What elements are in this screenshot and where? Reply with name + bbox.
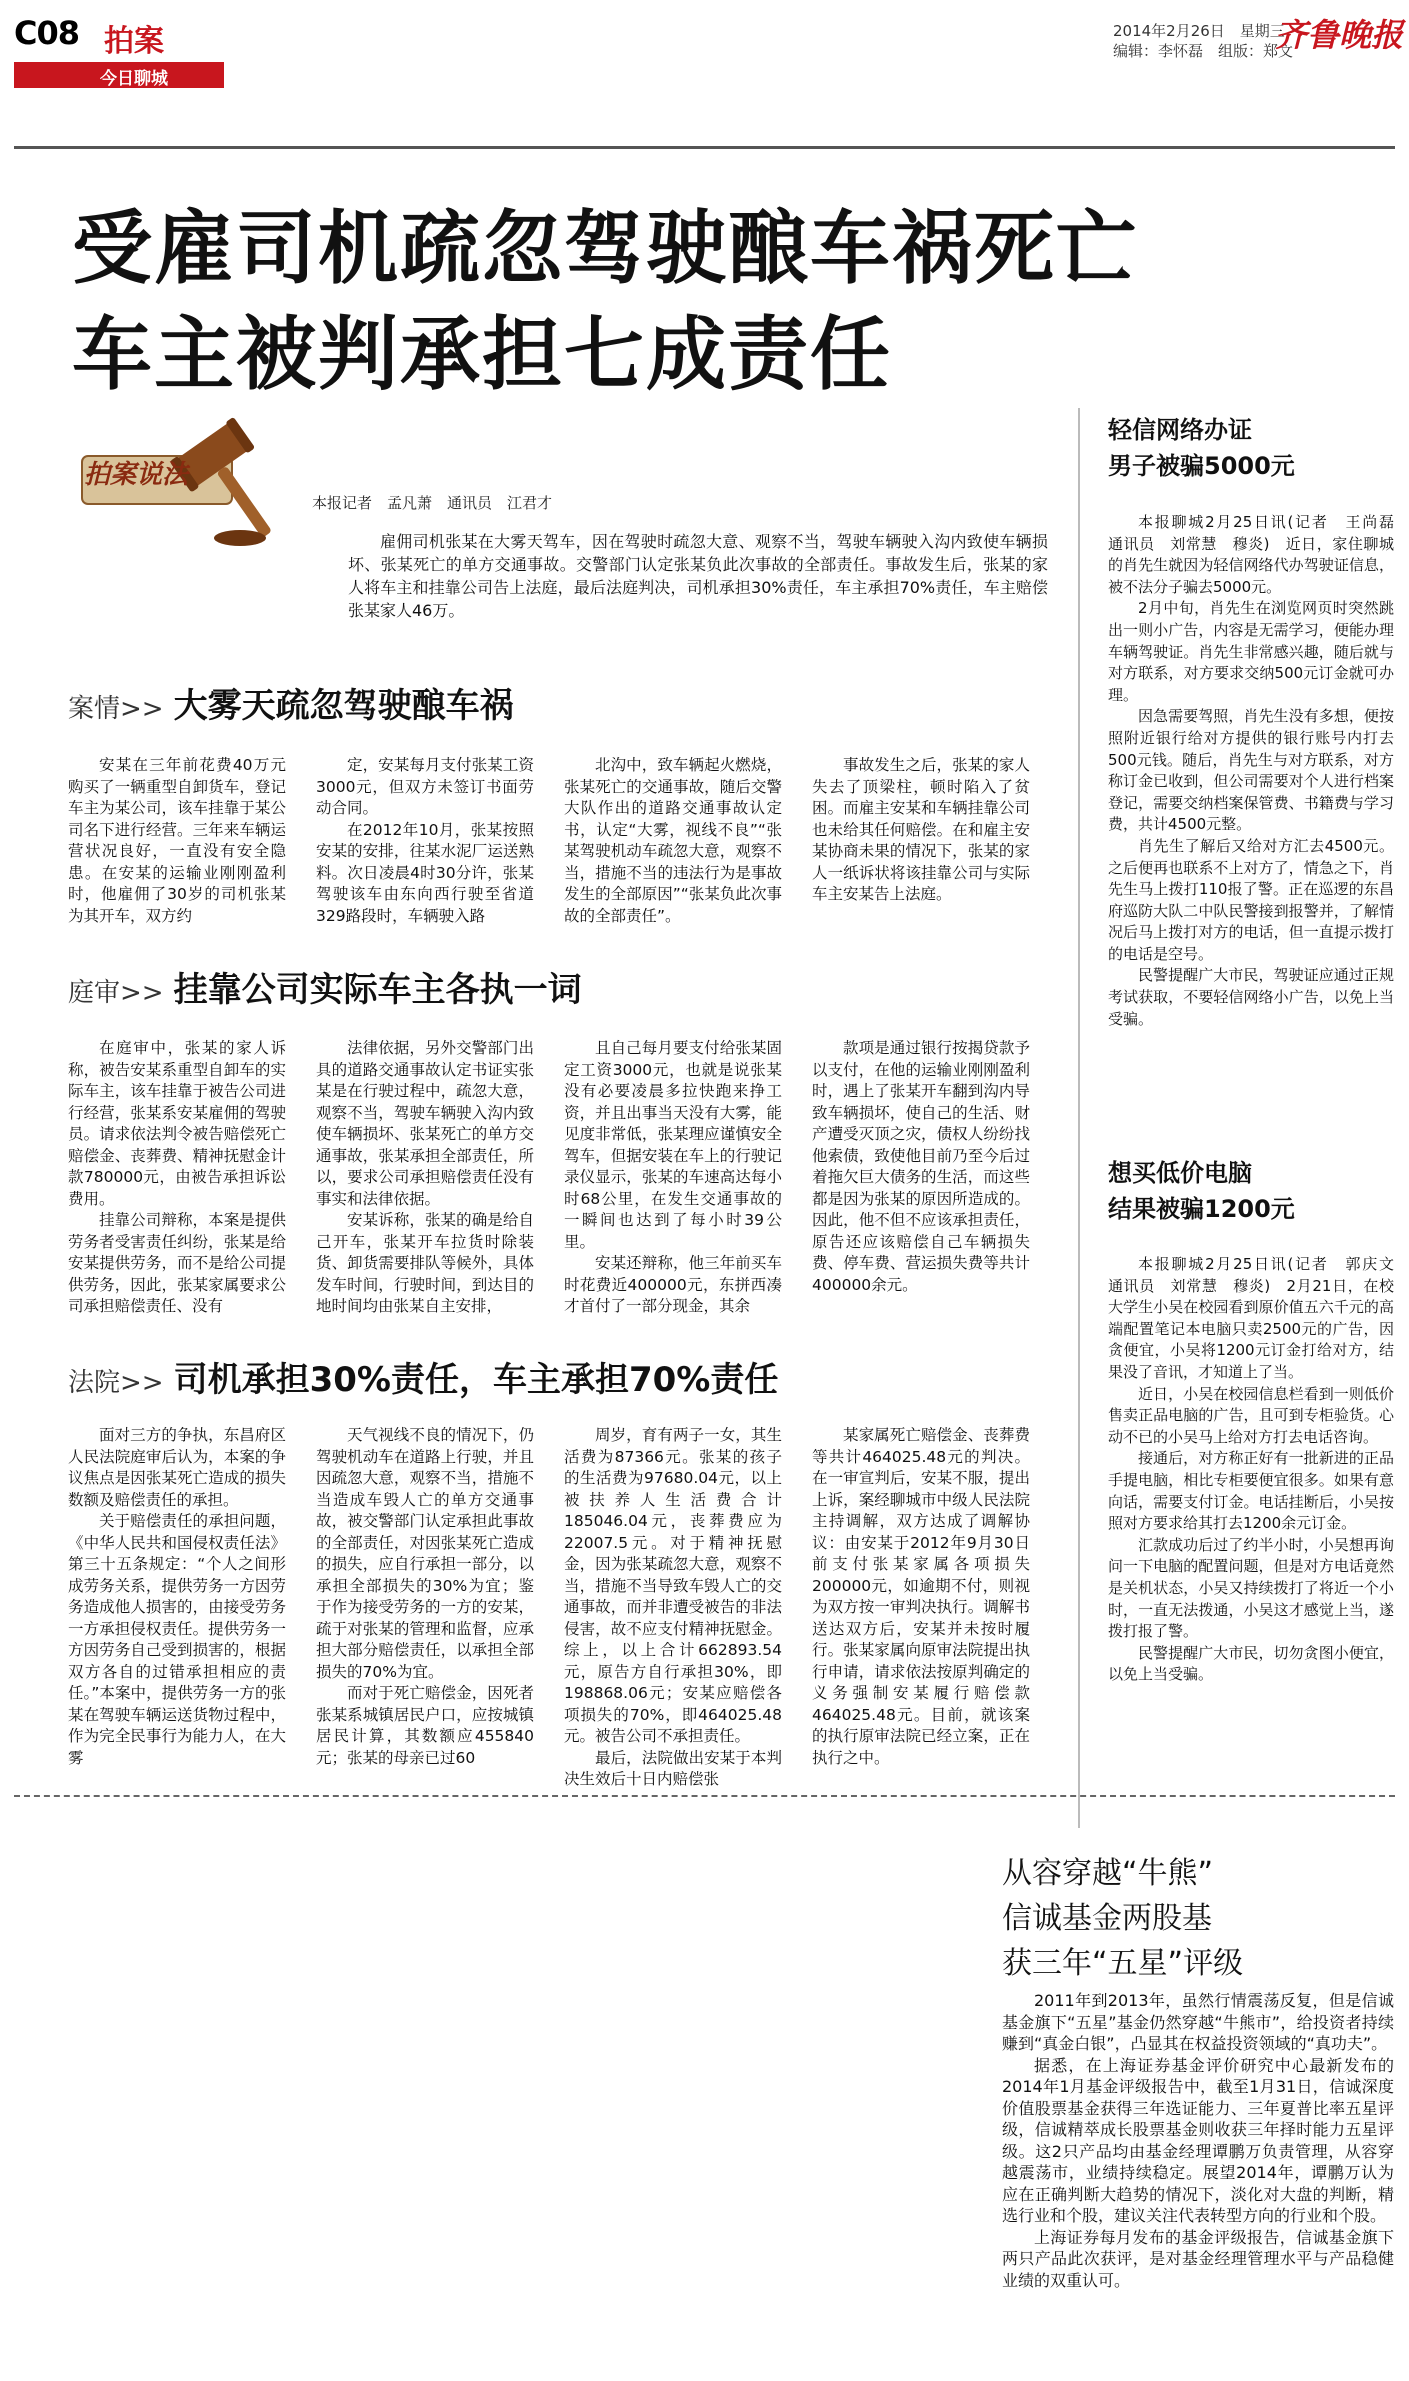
sidebar-story-body [1108, 1254, 1409, 1784]
headline-line-2: 车主被判承担七成责任 [72, 308, 892, 401]
paragraph: 在庭审中，张某的家人诉称，被告安某系重型自卸车的实际车主，该车挂靠于被告公司进行经营，张某系安某雇佣的驾驶员。请求依法判令被告赔偿死亡赔偿金、丧葬费、精神抚慰金计款780000元，由被告承担诉讼费用。 [68, 1039, 286, 1208]
section-title: 挂靠公司实际车主各执一词 [173, 970, 582, 1010]
fund-title-line: 获三年“五星”评级 [1002, 1946, 1244, 1981]
paragraph: 事故发生之后，张某的家人失去了顶梁柱，顿时陷入了贫困。而雇主安某和车辆挂靠公司也未给其任何赔偿。在和雇主安某协商未果的情况下，张某的家人一纸诉状将该挂靠公司与实际车主安某告上法庭。 [812, 756, 1030, 903]
section-heading [68, 678, 514, 727]
header-rule [14, 146, 1395, 149]
paragraph: 民警提醒广大市民，驾驶证应通过正规考试获取，不要轻信网络小广告，以免上当受骗。 [1108, 966, 1394, 1028]
paragraph: 安某诉称，张某的确是给自己开车，张某开车拉货时除装货、卸货需要排队等候外，具体发车时间，行驶时间，到达目的地时间均由张某自主安排， [316, 1211, 534, 1315]
paragraph: 肖先生了解后又给对方汇去4500元。之后便再也联系不上对方了，情急之下，肖先生马上拨打110报了警。正在巡逻的东昌府巡防大队二中队民警接到报警并，了解情况后马上拨打对方的电话，但一直提示拨打的电话是空号。 [1108, 836, 1394, 963]
article-column [68, 1038, 286, 1315]
article-column [316, 1038, 534, 1315]
fund-story-body [1002, 1990, 1394, 2375]
page-number: C08 [14, 14, 80, 52]
sidebar-title-line: 想买低价电脑 [1108, 1159, 1252, 1187]
article-column [812, 1425, 1030, 1783]
article-column [812, 755, 1030, 935]
dashed-divider [14, 1795, 1395, 1797]
fund-title-line: 信诚基金两股基 [1002, 1901, 1212, 1936]
section-title: 司机承担30%责任，车主承担70%责任 [173, 1360, 779, 1400]
paragraph: 天气视线不良的情况下，仍驾驶机动车在道路上行驶，并且因疏忽大意，观察不当，措施不当造成车毁人亡的单方交通事故，被交警部门认定承担此事故的全部责任，对因张某死亡造成的损失，应自行承担一部分，以承担全部损失的30%为宜；鉴于作为接受劳务的一方的安某，疏于对张某的管理和监督，应承担大部分赔偿责任，以承担全部损失的70%为宜。 [316, 1426, 534, 1681]
sidebar-story-title [1108, 412, 1295, 484]
paragraph: 汇款成功后过了约半小时，小吴想再询问一下电脑的配置问题，但是对方电话竟然是关机状态，小吴又持续拨打了将近一个小时，一直无法拨通，小吴这才感觉上当，遂拨打报了警。 [1108, 1535, 1394, 1641]
article-column [68, 1425, 286, 1783]
editor-credits: 编辑：李怀磊 组版：郑文 [1113, 42, 1294, 60]
lead-paragraph: 雇佣司机张某在大雾天驾车，因在驾驶时疏忽大意、观察不当，驾驶车辆驶入沟内致使车辆损坏、张某死亡的单方交通事故。交警部门认定张某负此次事故的全部责任。事故发生后，张某的家人将车主和挂靠公司告上法庭，最后法庭判决，司机承担30%责任，车主承担70%责任，车主赔偿张某家人46万。 [348, 532, 1048, 620]
sidebar-divider [1078, 408, 1080, 1828]
article-column [564, 755, 782, 935]
sidebar-title-line: 男子被骗5000元 [1108, 452, 1295, 480]
section-title: 大雾天疏忽驾驶酿车祸 [173, 686, 514, 726]
paragraph: 周岁，育有两子一女，其生活费为87366元。张某的孩子的生活费为97680.04元，以上被扶养人生活费合计185046.04元，丧葬费应为22007.5元。对于精神抚慰金，因为张某疏忽大意，观察不当，措施不当导致车毁人亡的交通事故，而并非遭受被告的非法侵害，故不应支付精神抚慰金。综上，以上合计662893.54元，原告方自行承担30%，即198868.06元；安某应赔偿各项损失的70%，即464025.48元。被告公司不承担责任。 [564, 1426, 782, 1745]
paragraph: 上海证券每月发布的基金评级报告，信诚基金旗下两只产品此次获评，是对基金经理管理水平与产品稳健业绩的双重认可。 [1002, 2227, 1394, 2290]
paragraph: 某家属死亡赔偿金、丧葬费等共计464025.48元的判决。在一审宣判后，安某不服，提出上诉，案经聊城市中级人民法院主持调解，双方达成了调解协议：由安某于2012年9月30日前支付张某家属各项损失200000元，如逾期不付，则视为双方按一审判决执行。调解书送达双方后，安某并未按时履行。张某家属向原审法院提出执行申请，请求依法按原判确定的义务强制安某履行赔偿款464025.48元。目前，就该案的执行原审法院已经立案，正在执行之中。 [812, 1426, 1030, 1767]
section-name: 拍案 [104, 24, 164, 59]
paragraph: 而对于死亡赔偿金，因死者张某系城镇居民户口，应按城镇居民计算，其数额应455840元；张某的母亲已过60 [316, 1684, 534, 1767]
paragraph: 法律依据，另外交警部门出具的道路交通事故认定书证实张某是在行驶过程中，疏忽大意，观察不当，驾驶车辆驶入沟内致使车辆损坏、张某死亡的单方交通事故，张某承担全部责任，所以，要求公司承担赔偿责任没有事实和法律依据。 [316, 1039, 534, 1208]
sidebar-story-body [1108, 512, 1409, 1152]
paragraph: 北沟中，致车辆起火燃烧，张某死亡的交通事故，随后交警大队作出的道路交通事故认定书，认定“大雾，视线不良”“张某驾驶机动车疏忽大意，观察不当，措施不当的违法行为是事故发生的全部原因”“张某负此次事故的全部责任”。 [564, 756, 782, 925]
sidebar-story-title [1108, 1155, 1295, 1227]
byline: 本报记者 孟凡萧 通讯员 江君才 [312, 494, 553, 512]
article-column [316, 1425, 534, 1783]
paragraph: 面对三方的争执，东昌府区人民法院庭审后认为，本案的争议焦点是因张某死亡造成的损失数额及赔偿责任的承担。 [68, 1426, 286, 1509]
paragraph: 安某在三年前花费40万元购买了一辆重型自卸货车，登记车主为某公司，该车挂靠于某公司名下进行经营。三年来车辆运营状况良好，一直没有安全隐患。在安某的运输业刚刚盈利时，他雇佣了30岁的司机张某为其开车，双方约 [68, 756, 286, 925]
paragraph: 民警提醒广大市民，切勿贪图小便宜，以免上当受骗。 [1108, 1643, 1394, 1684]
issue-date: 2014年2月26日 星期三 [1113, 22, 1285, 40]
section-tag: 庭审>> [68, 978, 164, 1008]
paragraph: 接通后，对方称正好有一批新进的正品手提电脑，相比专柜要便宜很多。如果有意向话，需要支付订金。电话挂断后，小吴按照对方要求给其打去1200余元订金。 [1108, 1449, 1394, 1533]
section-heading [68, 962, 582, 1011]
paragraph: 安某还辩称，他三年前买车时花费近400000元，东拼西凑才首付了一部分现金，其余 [564, 1254, 782, 1315]
paragraph: 因急需要驾照，肖先生没有多想，便按照附近银行给对方提供的银行账号内打去500元钱。随后，肖先生与对方联系，对方称订金已收到，但公司需要对个人进行档案登记，需要交纳档案保管费、书籍费与学习费，共计4500元整。 [1108, 707, 1394, 834]
sidebar-title-line: 轻信网络办证 [1108, 416, 1252, 444]
paragraph: 2月中旬，肖先生在浏览网页时突然跳出一则小广告，内容是无需学习，便能办理车辆驾驶证。肖先生非常感兴趣，随后就与对方联系，对方要求交纳500元订金就可办理。 [1108, 599, 1394, 704]
fund-title-line: 从容穿越“牛熊” [1002, 1856, 1214, 1891]
paragraph: 在2012年10月，张某按照安某的安排，往某水泥厂运送熟料。次日凌晨4时30分许，张某驾驶该车由东向西行驶至省道329路段时，车辆驶入路 [316, 820, 534, 925]
paragraph: 款项是通过银行按揭贷款予以支付，在他的运输业刚刚盈利时，遇上了张某开车翻到沟内导致车辆损坏，使自己的生活、财产遭受灭顶之灾，债权人纷纷找他索债，致使他目前乃至今后过着拖欠巨大债务的生活，而这些都是因为张某的原因所造成的。因此，他不但不应该承担责任，原告还应该赔偿自己车辆损失费、停车费、营运损失费等共计400000余元。 [812, 1039, 1030, 1294]
article-column [564, 1425, 782, 1788]
newspaper-logo: 齐鲁晚报 [1275, 16, 1404, 54]
section-tag: 法院>> [68, 1368, 164, 1398]
section-heading [68, 1352, 778, 1401]
article-column [812, 1038, 1030, 1298]
paragraph: 且自己每月要支付给张某固定工资3000元，也就是说张某没有必要凌晨多拉快跑来挣工资，并且出事当天没有大雾，能见度非常低，张某理应谨慎安全驾车，但据安装在车上的行驶记录仪显示，张某的车速高达每小时68公里，在发生交通事故的一瞬间也达到了每小时39公里。 [564, 1039, 782, 1251]
article-column [316, 755, 534, 935]
paragraph: 本报聊城2月25日讯(记者 郭庆文 通讯员 刘常慧 穆炎) 2月21日，在校大学生小吴在校园看到原价值五六千元的高端配置笔记本电脑只卖2500元的广告，因贪便宜，小吴将1200元订金打给对方，结果没了音讯，才知道上了当。 [1108, 1255, 1409, 1381]
paragraph: 关于赔偿责任的承担问题，《中华人民共和国侵权责任法》第三十五条规定：“个人之间形成劳务关系，提供劳务一方因劳务造成他人损害的，由接受劳务一方承担侵权责任。提供劳务一方因劳务自己受到损害的，根据双方各自的过错承担相应的责任。”本案中，提供劳务一方的张某在驾驶车辆运送货物过程中，作为完全民事行为能力人，在大雾 [68, 1512, 286, 1767]
sidebar-title-line: 结果被骗1200元 [1108, 1195, 1295, 1223]
article-column [68, 755, 286, 935]
paragraph: 2011年到2013年，虽然行情震荡反复，但是信诚基金旗下“五星”基金仍然穿越“牛熊市”，给投资者持续赚到“真金白银”，凸显其在权益投资领域的“真功夫”。 [1002, 1991, 1394, 2053]
paragraph: 最后，法院做出安某于本判决生效后十日内赔偿张 [564, 1748, 782, 1788]
paragraph: 定，安某每月支付张某工资3000元，但双方未签订书面劳动合同。 [316, 756, 534, 817]
column-badge: 拍案说法 [84, 460, 189, 490]
article-column [564, 1038, 782, 1315]
paragraph: 近日，小吴在校园信息栏看到一则低价售卖正品电脑的广告，且可到专柜验货。心动不已的小吴马上给对方打去电话咨询。 [1108, 1384, 1394, 1446]
paragraph: 挂靠公司辩称，本案是提供劳务者受害责任纠纷，张某是给安某提供劳务，而不是给公司提供劳务，因此，张某家属要求公司承担赔偿责任、没有 [68, 1211, 286, 1315]
headline-line-1: 受雇司机疏忽驾驶酿车祸死亡 [72, 202, 1138, 295]
subsection-name: 今日聊城 [100, 69, 168, 89]
paragraph: 据悉，在上海证券基金评价研究中心最新发布的2014年1月基金评级报告中，截至1月31日，信诚深度价值股票基金获得三年选证能力、三年夏普比率五星评级，信诚精萃成长股票基金则收获三年择时能力五星评级。这2只产品均由基金经理谭鹏万负责管理，从容穿越震荡市，业绩持续稳定。展望2014年，谭鹏万认为应在正确判断大趋势的情况下，淡化对大盘的判断，精选行业和个股，建议关注代表转型方向的行业和个股。 [1002, 2055, 1394, 2225]
section-tag: 案情>> [68, 694, 164, 724]
paragraph: 本报聊城2月25日讯(记者 王尚磊 通讯员 刘常慧 穆炎) 近日，家住聊城的肖先生就因为轻信网络代办驾驶证信息，被不法分子骗去5000元。 [1108, 513, 1409, 596]
